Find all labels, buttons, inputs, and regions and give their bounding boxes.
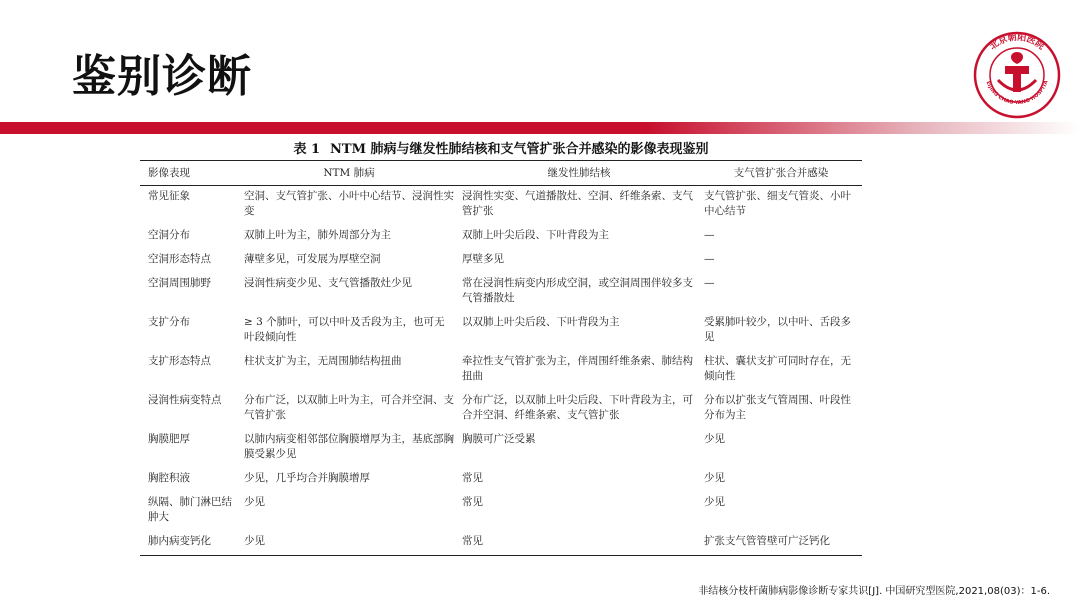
row-feature: 空洞形态特点: [148, 253, 211, 265]
table-row: [140, 186, 862, 226]
table-row: [140, 468, 862, 492]
cell-secondary-tb: 常见: [462, 496, 483, 508]
hospital-logo: [972, 30, 1062, 120]
cell-secondary-tb: 常在浸润性病变内形成空洞，或空洞周围伴较多支气管播散灶: [462, 277, 693, 304]
table-row: [140, 492, 862, 531]
row-feature: 常见征象: [148, 190, 190, 202]
header-imaging-feature: 影像表现: [140, 161, 240, 186]
header-ntm: NTM 肺病: [240, 161, 458, 186]
cell-ntm: ≥ 3 个肺叶，可以中叶及舌段为主，也可无叶段倾向性: [244, 316, 445, 343]
cell-ntm: 双肺上叶为主，肺外周部分为主: [244, 229, 391, 241]
cell-bronchiectasis: —: [704, 253, 715, 265]
reference-citation: 非结核分枝杆菌肺病影像诊断专家共识[J]. 中国研究型医院,2021,08(03)：1-6.: [698, 586, 1050, 597]
table-row: [140, 273, 862, 312]
cell-bronchiectasis: 扩张支气管管壁可广泛钙化: [704, 535, 830, 547]
cell-ntm: 浸润性病变少见、支气管播散灶少见: [244, 277, 412, 289]
table-caption-text: NTM 肺病与继发性肺结核和支气管扩张合并感染的影像表现鉴别: [330, 142, 709, 157]
cell-secondary-tb: 常见: [462, 472, 483, 484]
row-feature: 空洞分布: [148, 229, 190, 241]
cell-secondary-tb: 牵拉性支气管扩张为主，伴周围纤维条索、肺结构扭曲: [462, 355, 693, 382]
cell-secondary-tb: 常见: [462, 535, 483, 547]
cell-ntm: 分布广泛，以双肺上叶为主，可合并空洞、支气管扩张: [244, 394, 454, 421]
comparison-table-section: [140, 140, 862, 556]
cell-bronchiectasis: 少见: [704, 433, 725, 445]
cell-bronchiectasis: —: [704, 229, 715, 241]
cell-secondary-tb: 浸润性实变、气道播散灶、空洞、纤维条索、支气管扩张: [462, 190, 693, 217]
row-feature: 肺内病变钙化: [148, 535, 211, 547]
row-feature: 胸腔积液: [148, 472, 190, 484]
row-feature: 空洞周围肺野: [148, 277, 211, 289]
table-row: [140, 390, 862, 429]
table-caption-number: 表 1: [293, 142, 321, 157]
cell-secondary-tb: 分布广泛，以双肺上叶尖后段、下叶背段为主，可合并空洞、纤维条索、支气管扩张: [462, 394, 693, 421]
cell-bronchiectasis: 受累肺叶较少，以中叶、舌段多见: [704, 316, 851, 343]
differential-diagnosis-table: [140, 160, 862, 556]
logo-name-en: EIJING CHAO-YANG HOSPITA: [984, 79, 1050, 107]
cell-ntm: 柱状支扩为主，无周围肺结构扭曲: [244, 355, 402, 367]
table-row: [140, 351, 862, 390]
table-body: [140, 186, 862, 556]
cell-ntm: 少见: [244, 496, 265, 508]
table-header-row: [140, 161, 862, 186]
header-bronchiectasis: 支气管扩张合并感染: [700, 161, 862, 186]
header-accent-bar: [0, 122, 1080, 134]
logo-name-cn: 北京朝阳医院: [988, 32, 1046, 53]
cell-bronchiectasis: —: [704, 277, 715, 289]
cell-ntm: 以肺内病变相邻部位胸膜增厚为主，基底部胸膜受累少见: [244, 433, 454, 460]
hospital-logo-emblem: [972, 30, 1062, 120]
row-feature: 胸膜肥厚: [148, 433, 190, 445]
table-row: [140, 225, 862, 249]
cell-ntm: 空洞、支气管扩张、小叶中心结节、浸润性实变: [244, 190, 454, 217]
cell-secondary-tb: 双肺上叶尖后段、下叶背段为主: [462, 229, 609, 241]
table-row: [140, 249, 862, 273]
table-row: [140, 429, 862, 468]
row-feature: 支扩形态特点: [148, 355, 211, 367]
header-secondary-tb: 继发性肺结核: [458, 161, 700, 186]
row-feature: 支扩分布: [148, 316, 190, 328]
row-feature: 纵隔、肺门淋巴结肿大: [148, 496, 232, 523]
cell-bronchiectasis: 少见: [704, 472, 725, 484]
table-caption: [140, 140, 862, 160]
cell-secondary-tb: 胸膜可广泛受累: [462, 433, 536, 445]
cell-bronchiectasis: 分布以扩张支气管周围、叶段性分布为主: [704, 394, 851, 421]
cell-bronchiectasis: 少见: [704, 496, 725, 508]
cell-bronchiectasis: 柱状、囊状支扩可同时存在，无倾向性: [704, 355, 851, 382]
table-row: [140, 312, 862, 351]
cell-ntm: 薄壁多见，可发展为厚壁空洞: [244, 253, 381, 265]
row-feature: 浸润性病变特点: [148, 394, 222, 406]
slide-title: 鉴别诊断: [72, 51, 252, 102]
cell-ntm: 少见: [244, 535, 265, 547]
table-row: [140, 531, 862, 556]
cell-secondary-tb: 厚壁多见: [462, 253, 504, 265]
cell-bronchiectasis: 支气管扩张、细支气管炎、小叶中心结节: [704, 190, 851, 217]
cell-ntm: 少见，几乎均合并胸膜增厚: [244, 472, 370, 484]
cell-secondary-tb: 以双肺上叶尖后段、下叶背段为主: [462, 316, 620, 328]
